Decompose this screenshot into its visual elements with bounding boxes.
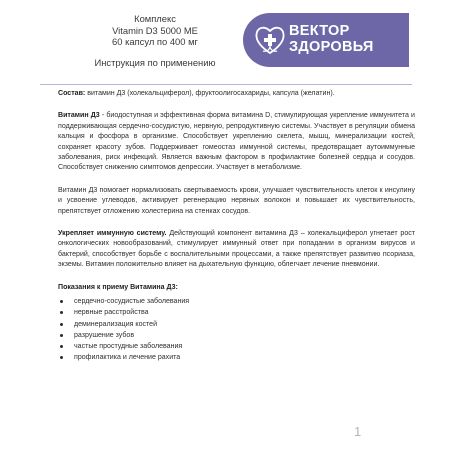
vitamin-description-paragraph	[58, 111, 415, 173]
brand-logo	[243, 13, 409, 67]
page-number: 1	[354, 424, 362, 439]
list-item: деминерализация костей	[58, 319, 415, 330]
product-title-line-1: Комплекс	[134, 13, 176, 24]
composition-label: Состав:	[58, 90, 86, 97]
composition-text: витамин Д3 (холекальциферол), фруктоолигосахариды, капсула (желатин).	[85, 90, 335, 97]
product-title-line-2: Vitamin D3 5000 МЕ	[112, 24, 198, 36]
brand-name-line-1: ВЕКТОР	[289, 23, 350, 39]
header-divider	[40, 84, 412, 85]
brand-name	[289, 23, 374, 55]
list-item: разрушение зубов	[58, 330, 415, 341]
list-item: сердечно-сосудистые заболевания	[58, 296, 415, 307]
brand-name-line-2: ЗДОРОВЬЯ	[289, 39, 374, 55]
list-item: частые простудные заболевания	[58, 341, 415, 352]
vitamin-label: Витамин Д3	[58, 112, 100, 120]
immunity-text: Действующий компонент витамина Д3 – холекальциферол угнетает рост онкологических новообразований, стимулирует иммунный ответ при попадании в организм вирусов и бактерий, способствует борьбе с воспалительными процессами, а также препятствует развитию псориаза, экземы. Витамин положительно влияет на дыхательную функцию, облегчает лечение пневмонии.	[58, 230, 415, 269]
indications-list	[58, 296, 415, 363]
composition-paragraph	[58, 89, 415, 99]
product-title-line-3: 60 капсул по 400 мг	[112, 36, 198, 48]
heart-cross-leaf-icon	[252, 22, 288, 58]
indications-title: Показания к приему Витамина Д3:	[58, 283, 178, 291]
immunity-label: Укрепляет иммунную систему.	[58, 230, 167, 238]
vitamin-description-text: - биодоступная и эффективная форма витамина D, стимулирующая укрепление иммунитета и поддерживающая сердечно-сосудистую, нервную, репродуктивную системы. Участвует в регуляции обмена кальция и фосфора в организме. Способствует укреплению скелета, мышц, минерализации костей, сохраняет красоту зубов. Поддерживает гомеостаз иммунной системы, предотвращает аутоиммунные заболевания, риск инфекций. Является важным фактором в профилактике болезней сердца и сосудов. Способствует снижению симптомов депрессии. Участвует в метаболизме.	[58, 112, 415, 172]
list-item: нервные расстройства	[58, 307, 415, 318]
immunity-paragraph	[58, 229, 415, 271]
instruction-heading: Инструкция по применению	[94, 56, 216, 68]
product-title-block	[60, 13, 250, 68]
document-header	[0, 0, 450, 76]
blood-metabolism-paragraph: Витамин Д3 помогает нормализовать свертываемость крови, улучшает чувствительность клеток к инсулину и усвоение углеводов, активирует регенерацию нервных волокон и повышает их чувствительность, препятствует отложению холестерина на стенках сосудов.	[58, 186, 415, 215]
instruction-body	[58, 89, 415, 363]
list-item: профилактика и лечение рахита	[58, 352, 415, 363]
